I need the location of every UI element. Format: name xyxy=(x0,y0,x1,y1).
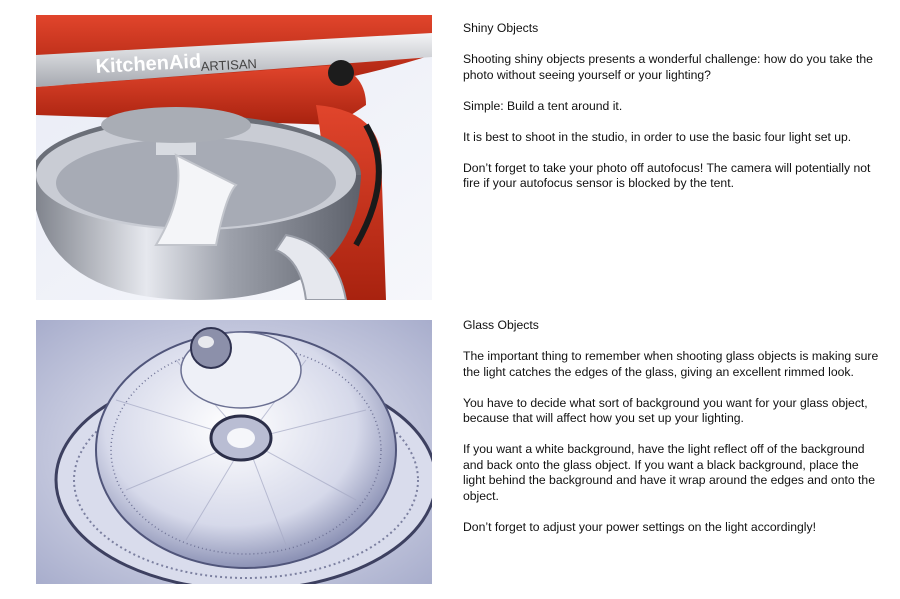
shiny-paragraph-3: It is best to shoot in the studio, in order to use the basic four light set up. xyxy=(463,129,852,144)
glass-paragraph-2: You have to decide what sort of background you want for your glass object, because that will affect how you set up your lighting. xyxy=(463,395,868,425)
glass-objects-section xyxy=(463,318,883,551)
glass-paragraph-1: The important thing to remember when shooting glass objects is making sure the light catches the edges of the glass, giving an excellent rimmed look. xyxy=(463,349,879,379)
glass-dish-illustration xyxy=(36,320,432,584)
shiny-objects-section xyxy=(463,21,883,207)
mixer-photo xyxy=(36,15,432,300)
shiny-paragraph-2: Simple: Build a tent around it. xyxy=(463,98,623,113)
glass-paragraph-3: If you want a white background, have the light reflect off of the background and back onto the glass object. If you want a black background, place the light behind the background and have it wrap around the edges and onto the object. xyxy=(463,442,875,503)
glass-objects-heading: Glass Objects xyxy=(463,318,539,332)
glass-paragraph-4: Don’t forget to adjust your power settings on the light accordingly! xyxy=(463,519,816,534)
shiny-objects-heading: Shiny Objects xyxy=(463,21,539,35)
mixer-brand-logo: KitchenAid xyxy=(95,50,202,78)
shiny-paragraph-4: Don’t forget to take your photo off autofocus! The camera will potentially not fire if your autofocus sensor is blocked by the tent. xyxy=(463,160,871,190)
shiny-paragraph-1: Shooting shiny objects presents a wonderful challenge: how do you take the photo without seeing yourself or your lighting? xyxy=(463,52,873,82)
mixer-illustration xyxy=(36,15,432,300)
mixer-model-label: ARTISAN xyxy=(200,56,258,74)
glass-dish-photo xyxy=(36,320,432,584)
